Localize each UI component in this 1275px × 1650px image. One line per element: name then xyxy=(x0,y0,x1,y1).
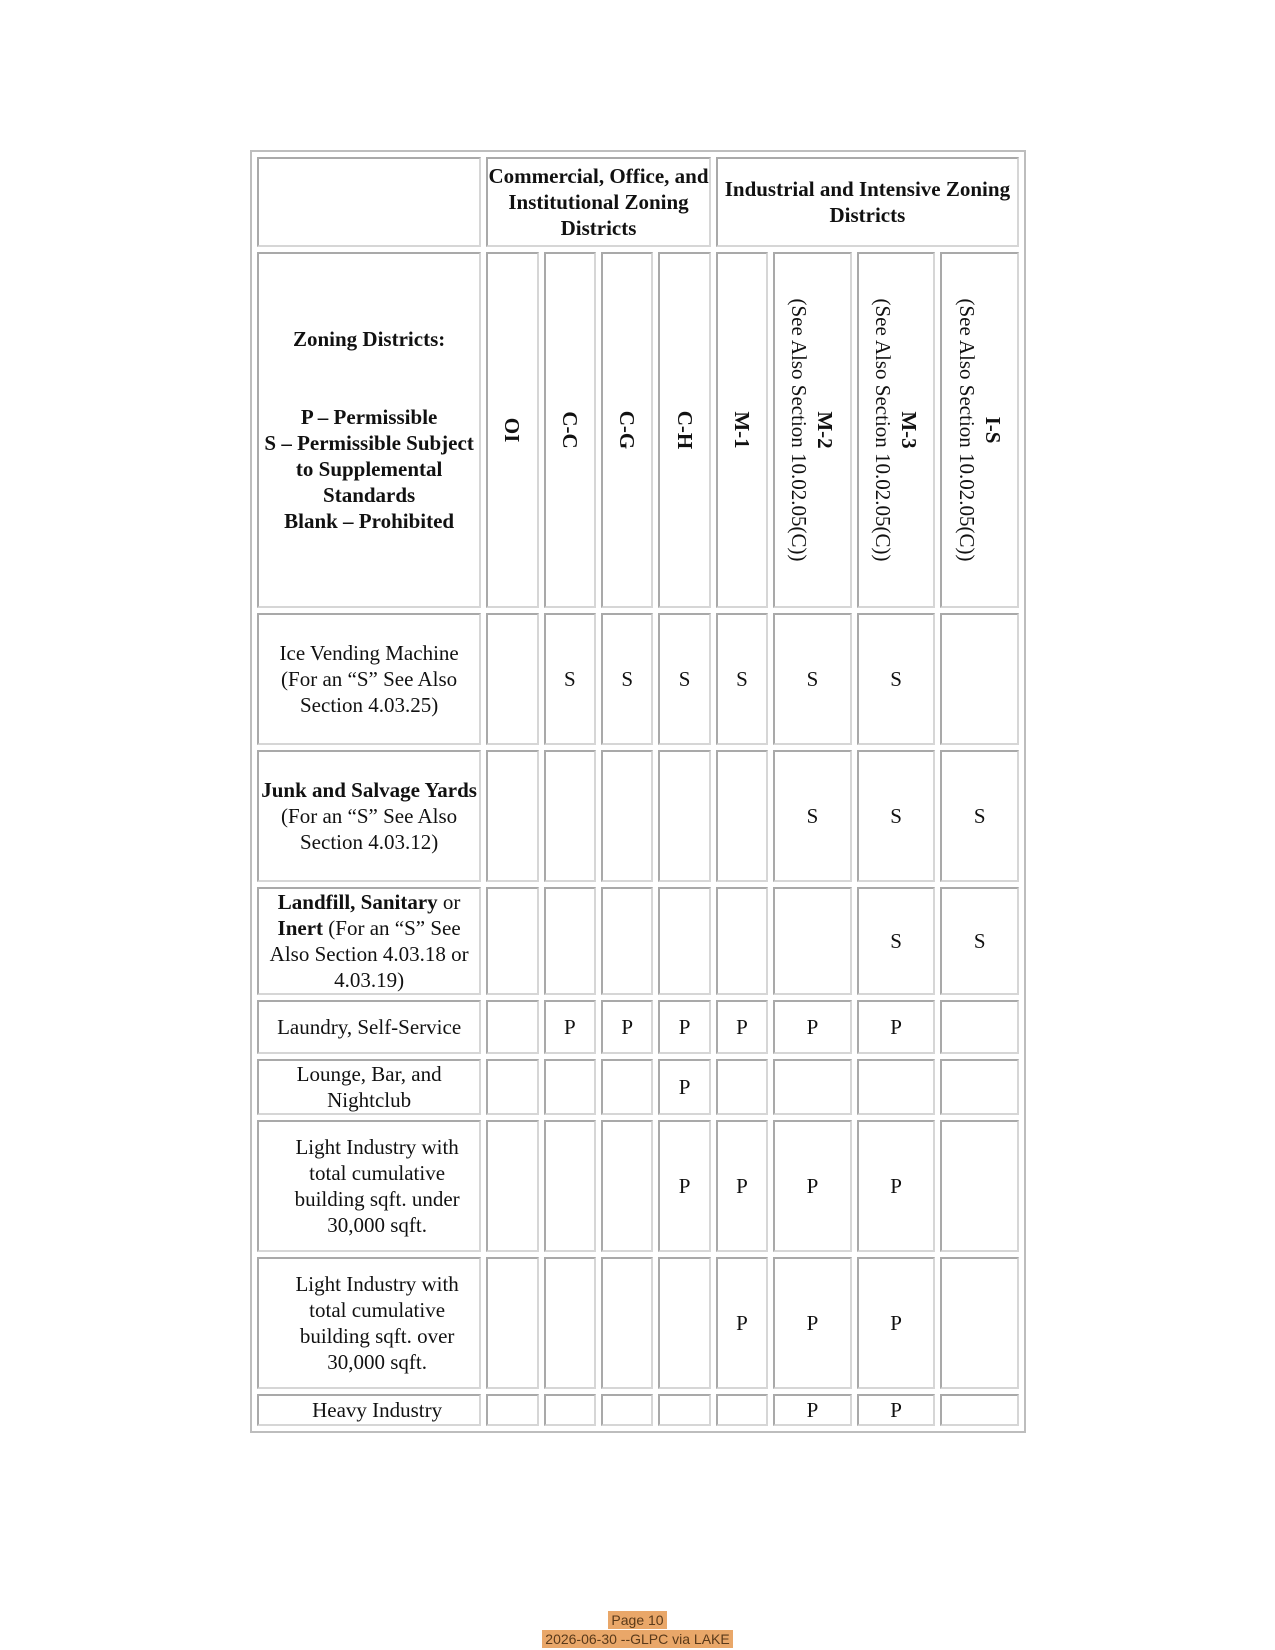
district-header-m1 xyxy=(716,252,768,608)
district-header-oi xyxy=(486,252,538,608)
district-code: M-2 xyxy=(813,411,838,449)
district-header-row xyxy=(257,252,1019,608)
legend-supplemental: S – Permissible Subject to Supplemental Standards xyxy=(264,431,474,507)
district-header-cg xyxy=(601,252,653,608)
permission-cell: S xyxy=(716,613,768,745)
permission-cell xyxy=(940,1257,1019,1389)
permission-cell: P xyxy=(773,1120,852,1252)
permission-cell xyxy=(486,750,538,882)
use-name-cell xyxy=(257,1394,481,1426)
permission-cell: S xyxy=(601,613,653,745)
legend-permissible: P – Permissible xyxy=(300,405,438,429)
permission-cell xyxy=(773,887,852,995)
permission-cell xyxy=(716,887,768,995)
permission-cell: P xyxy=(773,1394,852,1426)
permission-cell: P xyxy=(857,1257,936,1389)
permission-cell xyxy=(544,1394,596,1426)
use-name-text: Light Industry with total cumulative building sqft. under 30,000 sqft. xyxy=(294,1135,460,1237)
permission-cell: S xyxy=(544,613,596,745)
permission-cell xyxy=(716,1059,768,1115)
table-row xyxy=(257,1394,1019,1426)
district-label xyxy=(954,298,1006,561)
use-name-cell xyxy=(257,1257,481,1389)
district-code: M-1 xyxy=(729,411,754,449)
district-label xyxy=(786,298,838,561)
source-stamp: 2026-06-30 --GLPC via LAKE xyxy=(0,1631,1275,1647)
legend-prohibited: Blank – Prohibited xyxy=(284,509,455,533)
district-header-m3 xyxy=(857,252,936,608)
permission-cell: P xyxy=(716,1120,768,1252)
permission-cell xyxy=(601,1257,653,1389)
permission-cell: S xyxy=(940,887,1019,995)
use-name-text: (For an “S” See Also Section 4.03.12) xyxy=(281,804,458,854)
district-header-cc xyxy=(544,252,596,608)
permission-cell xyxy=(486,887,538,995)
use-name-text: Laundry, Self-Service xyxy=(277,1015,462,1039)
use-name-text: Heavy Industry xyxy=(312,1398,443,1422)
permission-cell xyxy=(486,1000,538,1054)
legend-title: Zoning Districts: xyxy=(292,327,446,351)
group-header-row xyxy=(257,157,1019,247)
permission-cell xyxy=(486,1059,538,1115)
district-code: M-3 xyxy=(897,411,922,449)
permission-cell: P xyxy=(857,1120,936,1252)
permission-cell xyxy=(544,1257,596,1389)
permission-cell: P xyxy=(773,1000,852,1054)
permission-cell xyxy=(658,887,710,995)
permission-cell: S xyxy=(857,750,936,882)
use-name-text: Light Industry with total cumulative building sqft. over 30,000 sqft. xyxy=(295,1272,459,1374)
use-name-text: (For an “S” See Also Section 4.03.18 or 4.03.19) xyxy=(269,916,469,992)
permission-cell xyxy=(601,1120,653,1252)
permission-cell: S xyxy=(857,887,936,995)
permission-cell xyxy=(544,1059,596,1115)
use-name-bold: Inert xyxy=(277,916,324,940)
permission-cell: P xyxy=(773,1257,852,1389)
use-name-bold: Junk and Salvage Yards xyxy=(261,778,477,802)
district-code: I-S xyxy=(980,416,1005,444)
district-note: (See Also Section 10.02.05(C)) xyxy=(954,298,979,562)
legend-cell xyxy=(257,252,481,608)
permission-cell: P xyxy=(658,1120,710,1252)
permission-cell: P xyxy=(658,1059,710,1115)
zoning-table xyxy=(250,150,1026,1433)
district-code: C-G xyxy=(615,410,640,450)
permission-cell: S xyxy=(773,613,852,745)
permission-cell xyxy=(940,1394,1019,1426)
page-number: Page 10 xyxy=(0,1612,1275,1628)
industrial-group-header: Industrial and Intensive Zoning Districts xyxy=(716,157,1019,247)
permission-cell: P xyxy=(601,1000,653,1054)
permission-cell xyxy=(601,750,653,882)
district-label xyxy=(870,298,922,561)
table-row xyxy=(257,887,1019,995)
district-code: C-H xyxy=(672,410,697,450)
permission-cell xyxy=(773,1059,852,1115)
district-code: C-C xyxy=(557,411,582,449)
use-name-text: Ice Vending Machine (For an “S” See Also Section 4.03.25) xyxy=(279,641,459,717)
use-name-cell xyxy=(257,887,481,995)
permission-cell xyxy=(601,887,653,995)
district-header-is xyxy=(940,252,1019,608)
empty-corner-cell xyxy=(257,157,481,247)
table-row xyxy=(257,1000,1019,1054)
permission-cell xyxy=(940,1059,1019,1115)
permission-cell xyxy=(486,1257,538,1389)
district-note: (See Also Section 10.02.05(C)) xyxy=(787,298,812,562)
table-row xyxy=(257,1059,1019,1115)
district-header-m2 xyxy=(773,252,852,608)
use-name-cell xyxy=(257,750,481,882)
use-name-cell xyxy=(257,613,481,745)
permission-cell xyxy=(486,1120,538,1252)
use-name-text: Lounge, Bar, and Nightclub xyxy=(296,1062,442,1112)
permission-cell: P xyxy=(658,1000,710,1054)
permission-cell: P xyxy=(544,1000,596,1054)
district-header-ch xyxy=(658,252,710,608)
permission-cell xyxy=(486,613,538,745)
permission-cell xyxy=(544,887,596,995)
permission-cell xyxy=(544,1120,596,1252)
permission-cell: S xyxy=(940,750,1019,882)
permission-cell: S xyxy=(658,613,710,745)
permission-cell: S xyxy=(857,613,936,745)
permission-cell xyxy=(940,1120,1019,1252)
permission-cell: P xyxy=(857,1394,936,1426)
permission-cell xyxy=(940,613,1019,745)
table-row xyxy=(257,750,1019,882)
table-row xyxy=(257,1120,1019,1252)
permission-cell xyxy=(940,1000,1019,1054)
table-row xyxy=(257,1257,1019,1389)
permission-cell: P xyxy=(716,1257,768,1389)
permission-cell: P xyxy=(857,1000,936,1054)
permission-cell xyxy=(658,1394,710,1426)
use-name-cell xyxy=(257,1000,481,1054)
permission-cell xyxy=(544,750,596,882)
permission-cell: S xyxy=(773,750,852,882)
permission-cell xyxy=(658,750,710,882)
permission-cell xyxy=(601,1394,653,1426)
use-name-cell xyxy=(257,1059,481,1115)
district-code: OI xyxy=(500,417,525,443)
district-note: (See Also Section 10.02.05(C)) xyxy=(871,298,896,562)
use-name-bold: Landfill, Sanitary xyxy=(277,890,438,914)
permission-cell xyxy=(716,1394,768,1426)
table-row xyxy=(257,613,1019,745)
commercial-group-header: Commercial, Office, and Institutional Zoning Districts xyxy=(486,157,711,247)
permission-cell xyxy=(716,750,768,882)
permission-cell xyxy=(486,1394,538,1426)
use-name-conj: or xyxy=(437,890,461,914)
permission-cell xyxy=(601,1059,653,1115)
permission-cell xyxy=(658,1257,710,1389)
permission-cell: P xyxy=(716,1000,768,1054)
use-name-cell xyxy=(257,1120,481,1252)
permission-cell xyxy=(857,1059,936,1115)
